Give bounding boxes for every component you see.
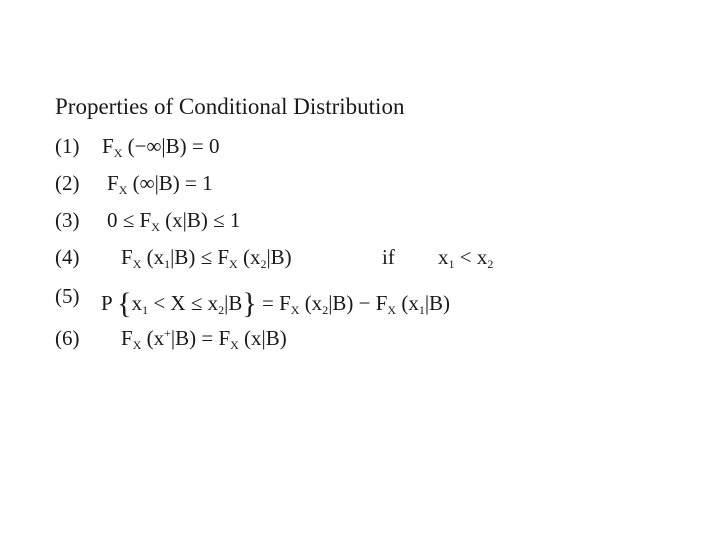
page-title: Properties of Conditional Distribution [55, 94, 405, 119]
condition: x1 < x2 [438, 245, 494, 271]
formula: P {x1 < X ≤ x2|B} = FX (x2|B) − FX (x1|B) [101, 287, 451, 320]
condition-if: if [382, 245, 395, 269]
formula: FX (x+|B) = FX (x|B) [121, 326, 287, 352]
property-number: (4) [55, 245, 80, 269]
property-number: (1) [55, 134, 80, 158]
formula: FX (−∞|B) = 0 [102, 134, 220, 160]
formula: FX (∞|B) = 1 [107, 171, 213, 197]
formula: FX (x1|B) ≤ FX (x2|B) [121, 245, 292, 271]
property-number: (5) [55, 284, 80, 308]
property-number: (6) [55, 326, 80, 350]
formula: 0 ≤ FX (x|B) ≤ 1 [107, 208, 241, 234]
property-number: (2) [55, 171, 80, 195]
property-number: (3) [55, 208, 80, 232]
